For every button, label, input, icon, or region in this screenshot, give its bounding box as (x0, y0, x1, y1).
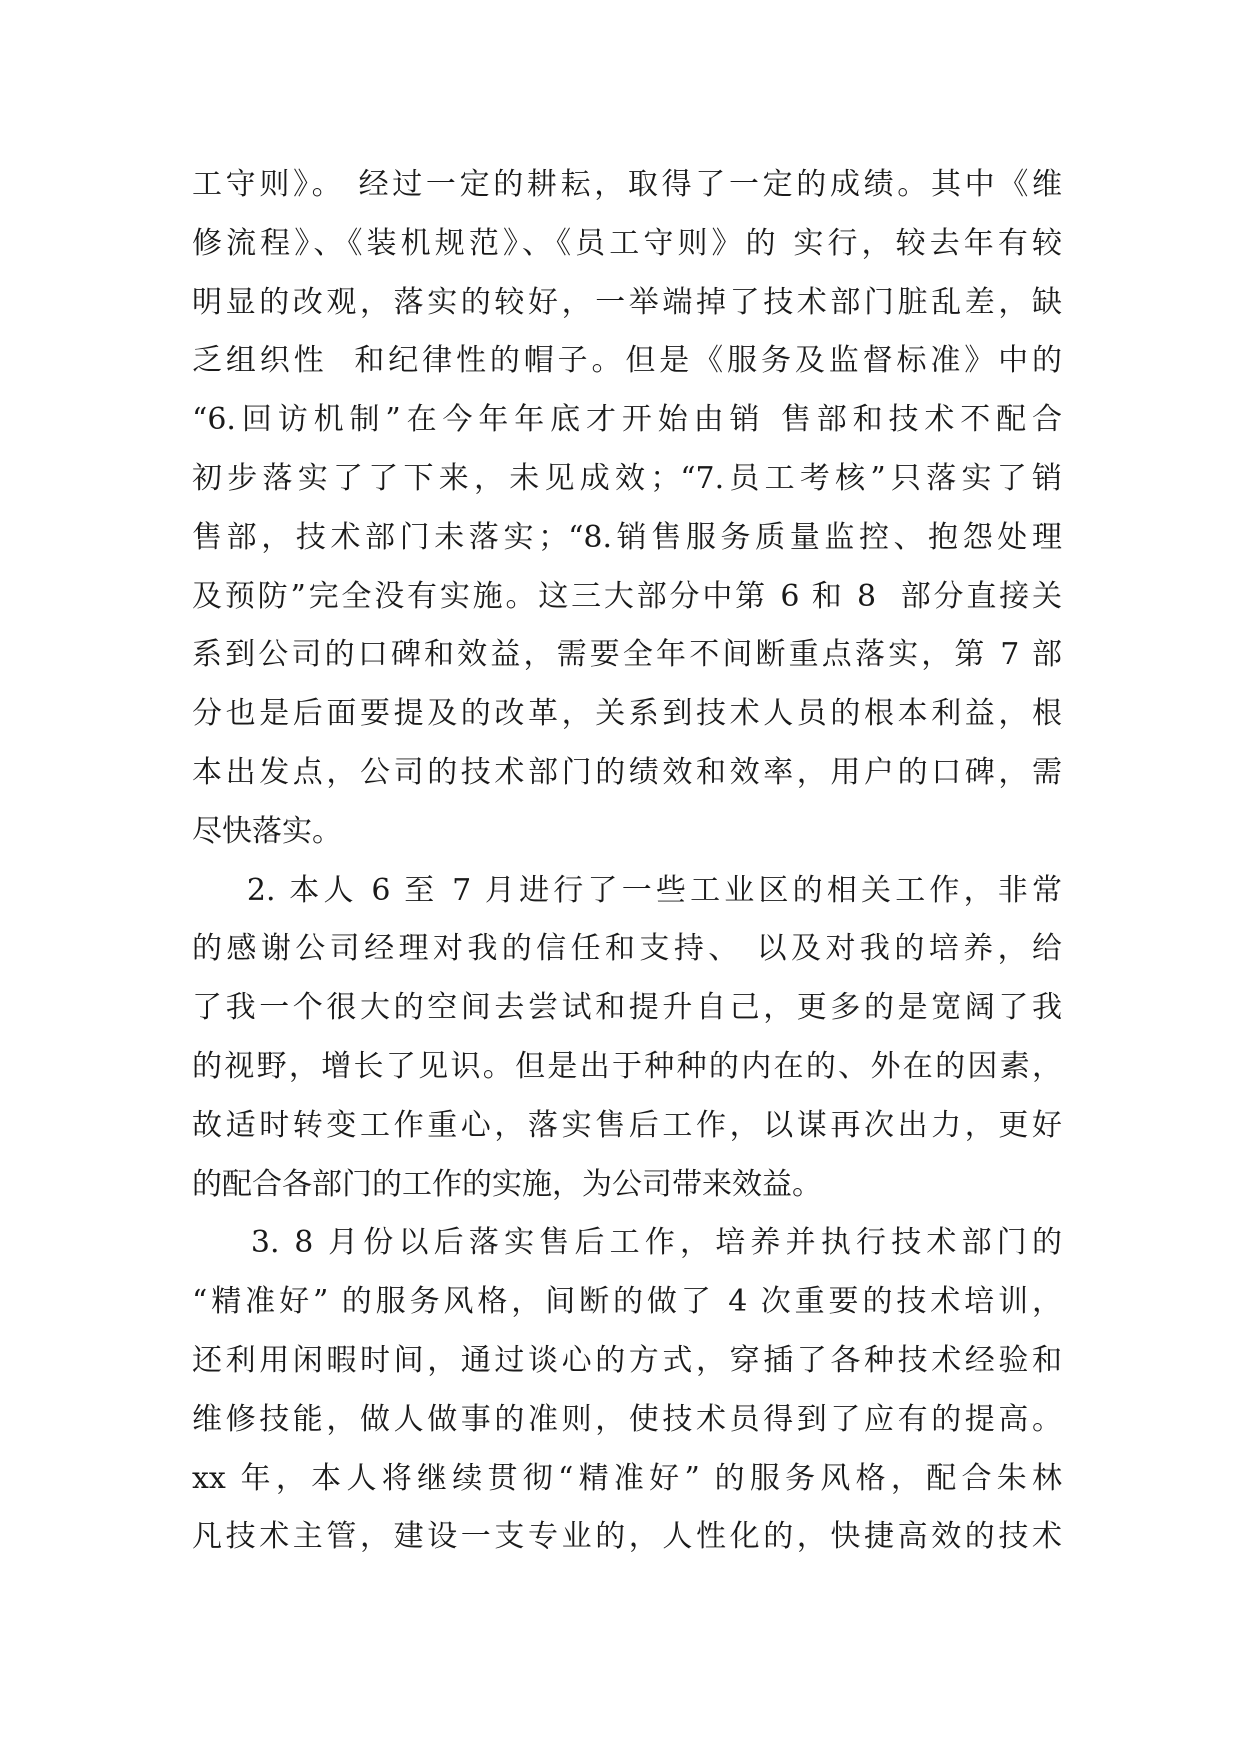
text-line: 凡技术主管，建设一支专业的，人性化的，快捷高效的技术 (192, 1519, 1062, 1555)
text-line: 初步落实了了下来，未见成效；“7.员工考核”只落实了销 (192, 460, 1062, 496)
body-text (192, 156, 1062, 1567)
text-line: 还利用闲暇时间，通过谈心的方式，穿插了各种技术经验和 (192, 1342, 1062, 1378)
text-line: 明显的改观，落实的较好，一举端掉了技术部门脏乱差，缺 (192, 284, 1062, 320)
paragraph-3 (192, 1214, 1062, 1567)
paragraph-1 (192, 156, 1062, 862)
text-line: 3. 8 月份以后落实售后工作，培养并执行技术部门的 (192, 1225, 1062, 1261)
text-line: 尽快落实。 (192, 813, 342, 849)
text-line: 修流程》、《装机规范》、《员工守则》的 实行，较去年有较 (192, 225, 1062, 261)
text-line: 系到公司的口碑和效益，需要全年不间断重点落实，第 7 部 (192, 637, 1062, 673)
text-line: 乏组织性 和纪律性的帽子。但是《服务及监督标准》中的 (192, 343, 1062, 379)
text-line: 了我一个很大的空间去尝试和提升自己，更多的是宽阔了我 (192, 990, 1062, 1026)
text-line: “精准好” 的服务风格，间断的做了 4 次重要的技术培训， (192, 1284, 1062, 1320)
text-line: 2. 本人 6 至 7 月进行了一些工业区的相关工作，非常 (192, 872, 1062, 908)
text-line: 分也是后面要提及的改革，关系到技术人员的根本利益，根 (192, 696, 1062, 732)
text-line: 的配合各部门的工作的实施，为公司带来效益。 (192, 1166, 822, 1202)
text-line: 本出发点，公司的技术部门的绩效和效率，用户的口碑，需 (192, 754, 1062, 790)
text-line: 工守则》。 经过一定的耕耘，取得了一定的成绩。其中《维 (192, 167, 1062, 202)
text-line: 的视野，增长了见识。但是出于种种的内在的、外在的因素， (192, 1048, 1062, 1084)
text-line: xx 年，本人将继续贯彻“精准好” 的服务风格，配合朱林 (192, 1460, 1062, 1496)
text-line: 维修技能，做人做事的准则，使技术员得到了应有的提高。 (192, 1401, 1062, 1437)
text-line: 故适时转变工作重心，落实售后工作，以谋再次出力，更好 (192, 1107, 1062, 1143)
paragraph-2 (192, 862, 1062, 1215)
text-line: “6.回访机制”在今年年底才开始由销 售部和技术不配合 (192, 402, 1062, 438)
text-line: 售部，技术部门未落实；“8.销售服务质量监控、抱怨处理 (192, 519, 1062, 555)
text-line: 的感谢公司经理对我的信任和支持、 以及对我的培养，给 (192, 931, 1062, 967)
text-line: 及预防”完全没有实施。这三大部分中第 6 和 8 部分直接关 (192, 578, 1062, 614)
